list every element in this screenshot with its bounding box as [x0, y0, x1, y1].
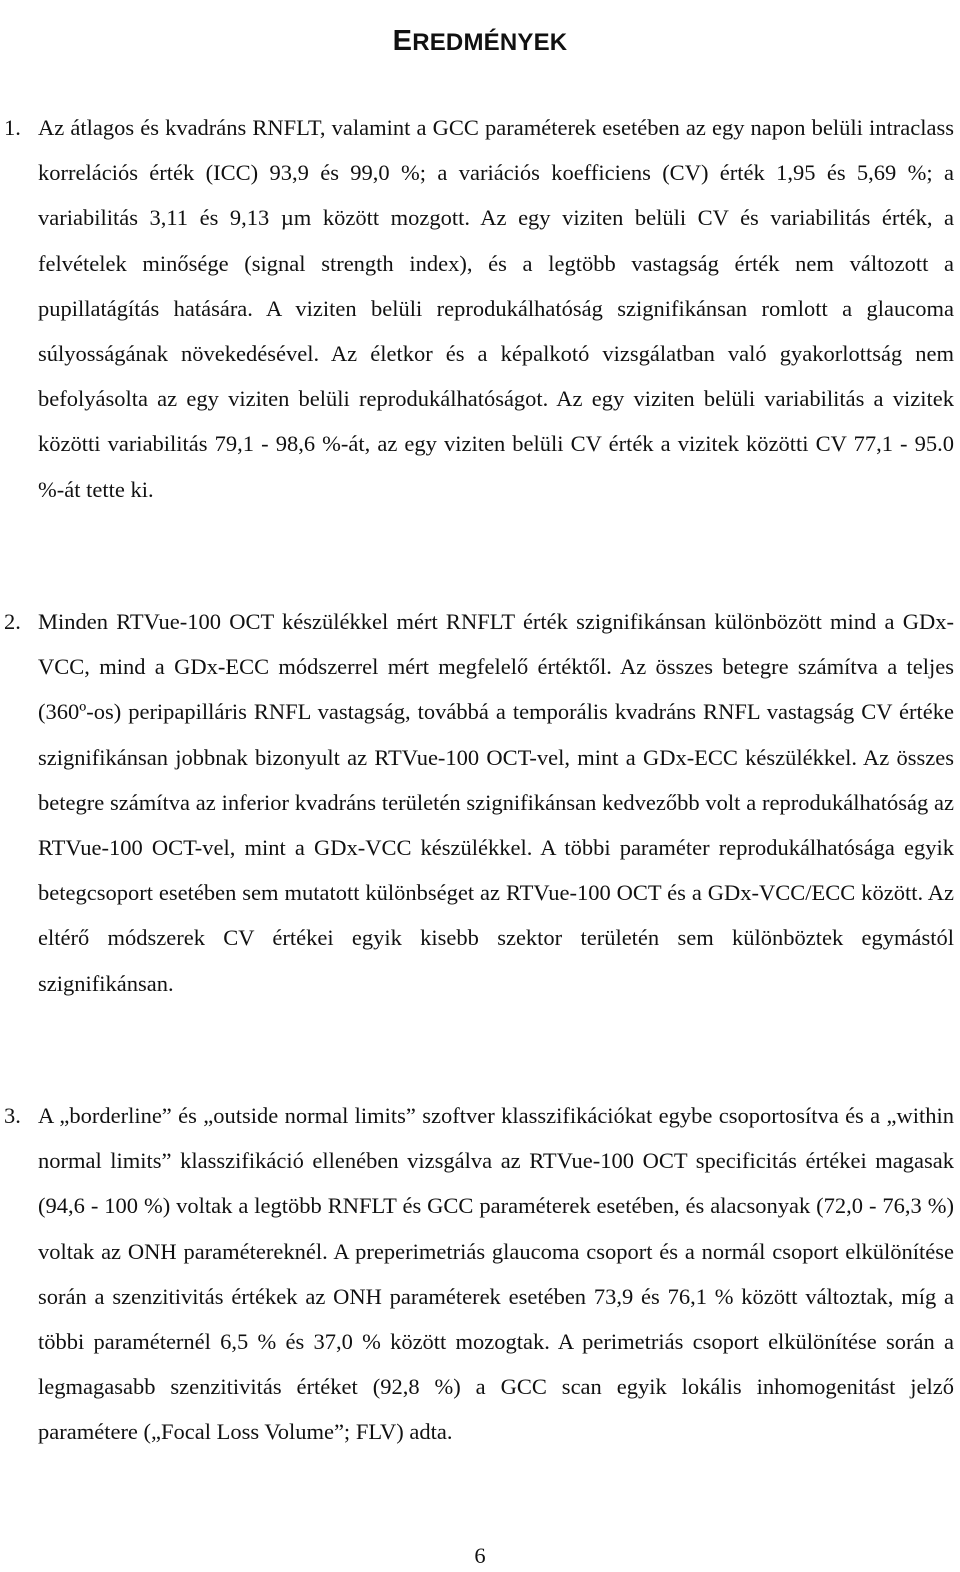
- item-text: Az átlagos és kvadráns RNFLT, valamint a GCC paraméterek esetében az egy napon belüli intraclass korrelációs érték (ICC) 93,9 és 99,0 %; a variációs koefficiens (CV) érték 1,95 és 5,69 %; a variabilitás 3,11 és 9,13 µm között mozgott. Az egy viziten belüli CV és variabilitás érték, a felvételek minősége (signal strength index), és a legtöbb vastagság érték nem változott a pupillatágítás hatására. A viziten belüli reprodukálhatóság szignifikánsan romlott a glaucoma súlyosságának növekedésével. Az életkor és a képalkotó vizsgálatban való gyakorlottság nem befolyásolta az egy viziten belüli reprodukálhatóságot. Az egy viziten belüli variabilitás a vizitek közötti variabilitás 79,1 - 98,6 %-át, az egy viziten belüli CV érték a vizitek közötti CV 77,1 - 95.0 %-át tette ki.: [38, 115, 954, 502]
- item-number: 3.: [4, 1103, 21, 1128]
- item-number: 1.: [4, 115, 21, 140]
- title-initial: E: [392, 25, 413, 58]
- page-title: [0, 21, 960, 63]
- item-text: Minden RTVue-100 OCT készülékkel mért RNFLT érték szignifikánsan különbözött mind a GDx-VCC, mind a GDx-ECC módszerrel mért megfelelő értéktől. Az összes betegre számítva a teljes (360º-os) peripapilláris RNFL vastagság, továbbá a temporális kvadráns RNFL vastagság CV értéke szignifikánsan jobbnak bizonyult az RTVue-100 OCT-vel, mint a GDx-ECC készülékkel. Az összes betegre számítva az inferior kvadráns területén szignifikánsan kedvezőbb volt a reprodukálhatóság az RTVue-100 OCT-vel, mint a GDx-VCC készülékkel. A többi paraméter reprodukálhatósága egyik betegcsoport esetében sem mutatott különbséget az RTVue-100 OCT és a GDx-VCC/ECC között. Az eltérő módszerek CV értékei egyik kisebb szektor területén sem különböztek egymástól szignifikánsan.: [38, 609, 954, 996]
- result-item-1: [0, 105, 960, 512]
- title-rest: REDMÉNYEK: [412, 29, 568, 57]
- result-item-2: [0, 599, 960, 1006]
- item-text: A „borderline” és „outside normal limits” szoftver klasszifikációkat egybe csoportosítva és a „within normal limits” klasszifikáció ellenében vizsgálva az RTVue-100 OCT specificitás értékei magasak (94,6 - 100 %) voltak a legtöbb RNFLT és GCC paraméterek esetében, és alacsonyak (72,0 - 76,3 %) voltak az ONH paramétereknél. A preperimetriás glaucoma csoport és a normál csoport elkülönítése során a szenzitivitás értékek az ONH paraméterek esetében 73,9 és 76,1 % között változtak, míg a többi paraméternél 6,5 % és 37,0 % között mozogtak. A perimetriás csoport elkülönítése során a legmagasabb szenzitivitás értéket (92,8 %) a GCC scan egyik lokális inhomogenitást jelző paramétere („Focal Loss Volume”; FLV) adta.: [38, 1103, 954, 1445]
- result-item-3: [0, 1093, 960, 1455]
- item-number: 2.: [4, 609, 21, 634]
- page-number: 6: [474, 1543, 486, 1568]
